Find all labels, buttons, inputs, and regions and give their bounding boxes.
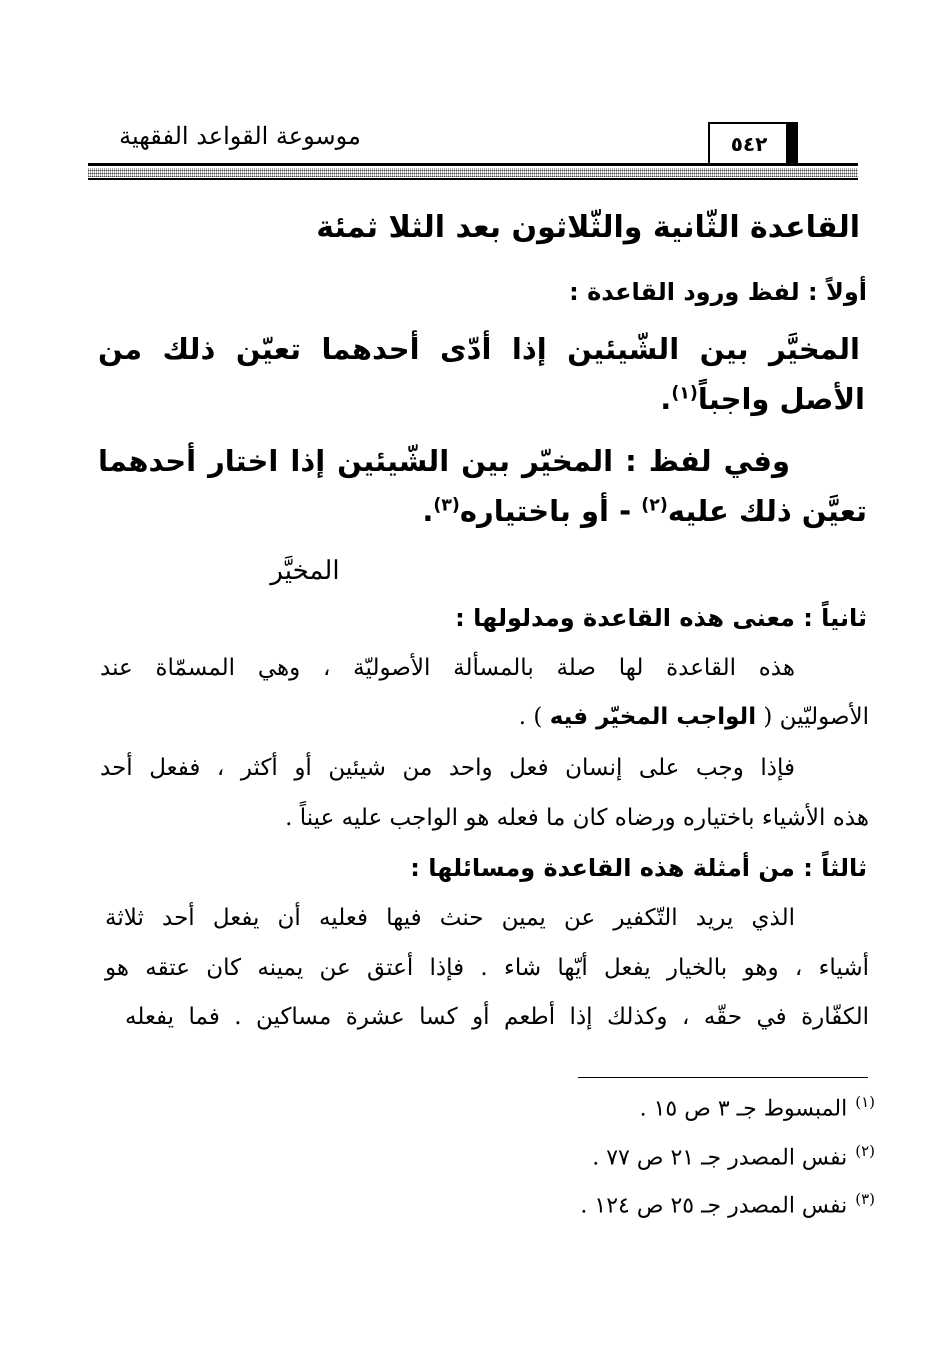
- footnote-3-mark: (٣): [855, 1190, 875, 1208]
- footnote-1-mark: (١): [855, 1093, 875, 1111]
- running-title: موسوعة القواعد الفقهية: [119, 122, 361, 150]
- stray-word: المخيَّر: [270, 556, 340, 586]
- section3-p1-line2: أشياء ، وهو بالخيار يفعل أيّها شاء . فإذا أعتق عن يمينه كان عتقه هو: [105, 955, 869, 981]
- footnote-ref-1[interactable]: (١): [671, 383, 698, 404]
- section3-heading: ثالثاً : من أمثلة هذه القاعدة ومسائلها :: [410, 854, 867, 882]
- section2-term: الواجب المخيّر فيه: [549, 704, 757, 730]
- variant-line-2-a: تعيَّن ذلك عليه: [667, 494, 867, 528]
- section2-p2-line1: فإذا وجب على إنسان فعل واحد من شيئين أو أكثر ، ففعل أحد: [100, 755, 795, 781]
- footnote-1: [640, 1093, 875, 1121]
- page-number-bar: [786, 122, 798, 166]
- section2-heading: ثانياً : معنى هذه القاعدة ومدلولها :: [455, 604, 867, 632]
- footnote-1-text: المبسوط جـ ٣ ص ١٥ .: [639, 1096, 848, 1122]
- footnote-3-text: نفس المصدر جـ ٢٥ ص ١٢٤ .: [580, 1193, 848, 1219]
- footnote-ref-2[interactable]: (٢): [641, 495, 668, 516]
- rule-text-line-2-end: .: [660, 382, 672, 416]
- header-rule-bottom: [88, 178, 858, 180]
- footnote-3: [580, 1190, 875, 1218]
- section3-p1-line1: الذي يريد التّكفير عن يمين حنث فيها فعليه أن يفعل أحد ثلاثة: [105, 905, 795, 931]
- footnote-rule: [578, 1077, 868, 1078]
- first-heading: أولاً : لفظ ورود القاعدة :: [569, 278, 867, 306]
- page-number: ٥٤٢: [708, 122, 788, 164]
- rule-text-line-2: [660, 382, 865, 416]
- footnote-2-mark: (٢): [855, 1142, 875, 1160]
- rule-text-line-1: المخيَّر بين الشّيئين إذا أدّى أحدهما تعيّن ذلك من: [98, 332, 860, 366]
- section2-p1-line2-a: الأصوليّين (: [756, 704, 869, 730]
- variant-line-2-end: .: [422, 494, 434, 528]
- header-rule-top: [88, 163, 858, 166]
- footnote-2-text: نفس المصدر جـ ٢١ ص ٧٧ .: [592, 1145, 848, 1171]
- footnote-2: [592, 1142, 875, 1170]
- section2-p1-line1: هذه القاعدة لها صلة بالمسألة الأصوليّة ، وهي المسمّاة عند: [100, 655, 795, 681]
- section2-p1-line2: [519, 704, 869, 730]
- section3-p1-line3: الكفّارة في حقّه ، وكذلك إذا أطعم أو كسا عشرة مساكين . فما يفعله: [125, 1004, 869, 1030]
- variant-line-2-b: - أو باختياره: [459, 494, 642, 528]
- variant-line-1: وفي لفظ : المخيّر بين الشّيئين إذا اختار أحدهما: [98, 444, 790, 478]
- section2-p2-line2: هذه الأشياء باختياره ورضاه كان ما فعله هو الواجب عليه عيناً .: [285, 805, 869, 831]
- rule-text-line-2-text: الأصل واجباً: [697, 382, 865, 416]
- rule-title: القاعدة الثّانية والثّلاثون بعد الثلا ثمئة: [316, 210, 860, 245]
- footnote-ref-3[interactable]: (٣): [433, 495, 460, 516]
- variant-line-2: [422, 494, 867, 528]
- header-rule-band-texture: [88, 168, 858, 177]
- section2-p1-line2-b: ) .: [518, 704, 550, 730]
